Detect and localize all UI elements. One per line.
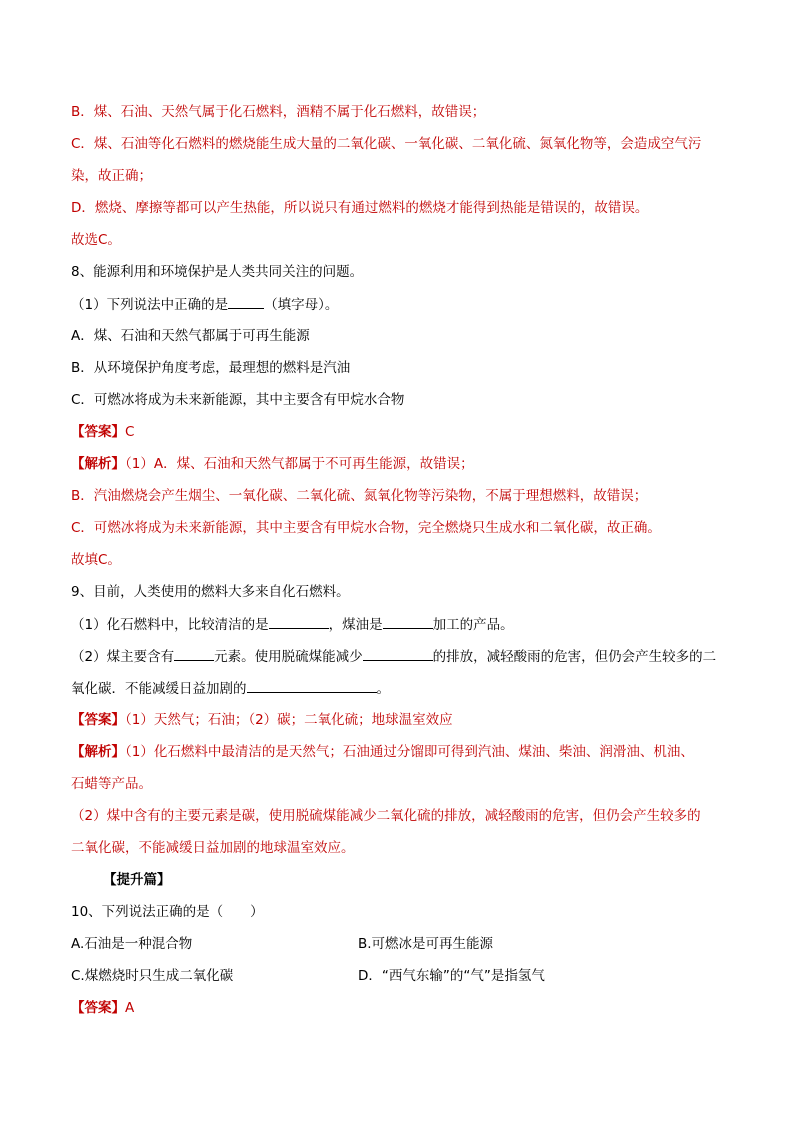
q7-analysis-b: B．煤、石油、天然气属于化石燃料，酒精不属于化石燃料，故错误；	[71, 104, 486, 120]
q9-sub2-a: （2）煤主要含有	[71, 649, 175, 665]
q9-sub2-b: 元素。使用脱硫煤能减少	[214, 649, 363, 665]
q10-option-a: A.石油是一种混合物	[71, 936, 193, 952]
q8-blank[interactable]	[228, 294, 264, 309]
q9-sub2-line1	[71, 646, 716, 667]
q9-sub1-c: 加工的产品。	[432, 617, 514, 633]
q9-analysis-1a	[71, 742, 694, 762]
q9-sub2-line2	[71, 678, 390, 699]
q8-answer-value: C	[125, 424, 135, 440]
q9-sub2-c: 的排放，减轻酸雨的危害，但仍会产生较多的二	[432, 649, 717, 665]
q9-sub1	[71, 614, 514, 635]
q9-blank-5[interactable]	[247, 678, 377, 693]
q8-sub1-prefix: （1）下列说法中正确的是	[71, 297, 229, 313]
q9-analysis-1a-text: （1）化石燃料中最清洁的是天然气；石油通过分馏即可得到汽油、煤油、柴油、润滑油、机油、	[125, 744, 694, 760]
q8-conclusion: 故填C。	[71, 552, 121, 568]
q8-analysis-c: C．可燃冰将成为未来新能源，其中主要含有甲烷水合物，完全燃烧只生成水和二氧化碳，故正确。	[71, 520, 661, 536]
q9-analysis-2a: （2）煤中含有的主要元素是碳，使用脱硫煤能减少二氧化硫的排放，减轻酸雨的危害，但仍会产生较多的	[71, 808, 701, 824]
q7-analysis-c-line2: 染，故正确；	[71, 168, 152, 184]
q9-blank-4[interactable]	[363, 646, 433, 661]
q9-analysis-tag: 【解析】	[71, 744, 125, 760]
q10-options-row1	[71, 934, 494, 954]
q9-sub2-d: 氧化碳．不能减缓日益加剧的	[71, 681, 247, 697]
q10-option-d: D．“西气东输”的“气”是指氢气	[358, 968, 545, 984]
q7-analysis-d: D．燃烧、摩擦等都可以产生热能，所以说只有通过燃料的燃烧才能得到热能是错误的，故错误。	[71, 200, 649, 216]
q8-sub1-suffix: （填字母）。	[264, 297, 339, 313]
q8-answer-tag: 【答案】	[71, 424, 125, 440]
q9-sub1-a: （1）化石燃料中，比较清洁的是	[71, 617, 269, 633]
q9-blank-2[interactable]	[383, 614, 433, 629]
q8-analysis-tag: 【解析】	[71, 456, 125, 472]
q8-sub1	[71, 294, 338, 315]
q7-conclusion: 故选C。	[71, 232, 121, 248]
q8-option-b: B．从环境保护角度考虑，最理想的燃料是汽油	[71, 360, 351, 376]
q9-blank-3[interactable]	[174, 646, 214, 661]
q8-analysis-1-text: （1）A．煤、石油和天然气都属于不可再生能源，故错误；	[125, 456, 474, 472]
q9-analysis-1b: 石蜡等产品。	[71, 776, 152, 792]
q8-stem: 8、能源利用和环境保护是人类共同关注的问题。	[71, 264, 364, 280]
q10-options-row2	[71, 966, 545, 986]
q10-answer-tag: 【答案】	[71, 1000, 125, 1016]
q9-answer-value: （1）天然气；石油；（2）碳；二氧化硫；地球温室效应	[125, 712, 453, 728]
q10-answer-value: A	[125, 1000, 135, 1016]
q10-option-b: B.可燃冰是可再生能源	[358, 936, 494, 952]
q7-analysis-c-line1: C．煤、石油等化石燃料的燃烧能生成大量的二氧化碳、一氧化碳、二氧化硫、氮氧化物等，会造成空气污	[71, 136, 702, 152]
q9-answer-tag: 【答案】	[71, 712, 125, 728]
q10-option-c: C.煤燃烧时只生成二氧化碳	[71, 968, 234, 984]
q9-stem: 9、目前，人类使用的燃料大多来自化石燃料。	[71, 584, 350, 600]
q8-analysis-1	[71, 454, 474, 474]
q9-sub1-b: ，煤油是	[328, 617, 383, 633]
q9-analysis-2b: 二氧化碳，不能减缓日益加剧的地球温室效应。	[71, 840, 355, 856]
q8-answer	[71, 422, 134, 442]
q9-answer	[71, 710, 453, 730]
q8-option-c: C．可燃冰将成为未来新能源，其中主要含有甲烷水合物	[71, 392, 405, 408]
q10-answer	[71, 998, 134, 1018]
q10-stem: 10、下列说法正确的是（ ）	[71, 904, 264, 920]
q9-blank-1[interactable]	[269, 614, 329, 629]
q8-analysis-b: B．汽油燃烧会产生烟尘、一氧化碳、二氧化硫、氮氧化物等污染物，不属于理想燃料，故错误；	[71, 488, 648, 504]
q8-option-a: A．煤、石油和天然气都属于可再生能源	[71, 328, 310, 344]
q9-sub2-e: 。	[376, 681, 390, 697]
section-heading: 【提升篇】	[103, 872, 171, 888]
